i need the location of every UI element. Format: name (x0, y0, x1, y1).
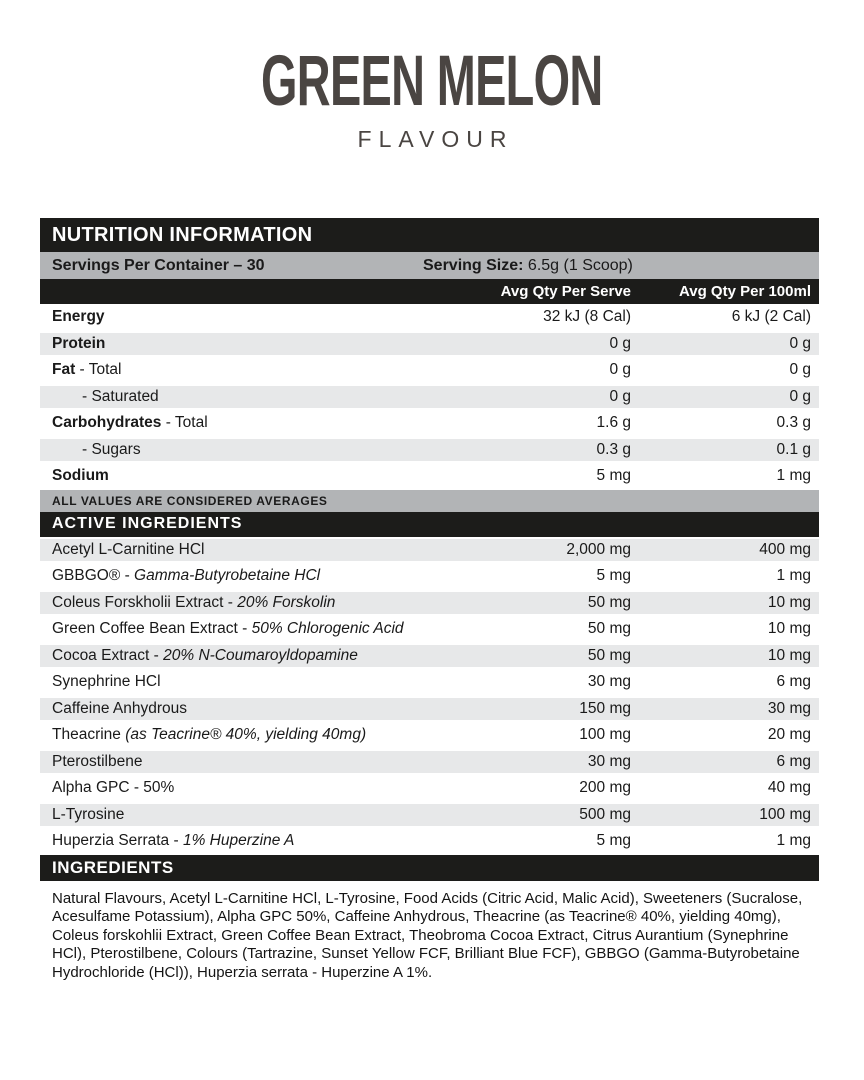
value-per-serve: 32 kJ (8 Cal) (543, 308, 631, 326)
value-per-100ml: 40 mg (767, 779, 811, 797)
table-row (40, 463, 819, 490)
row-label: GBBGO® - Gamma-Butyrobetaine HCl (52, 567, 321, 585)
value-per-100ml: 0.3 g (776, 414, 811, 432)
row-label: Theacrine (as Teacrine® 40%, yielding 40mg) (52, 726, 367, 744)
table-row (40, 304, 819, 331)
averages-footnote: ALL VALUES ARE CONSIDERED AVERAGES (40, 490, 819, 512)
value-per-100ml: 400 mg (759, 540, 811, 558)
table-row (40, 669, 819, 696)
value-per-serve: 0 g (609, 334, 631, 352)
table-row (40, 563, 819, 590)
row-label: - Saturated (82, 387, 159, 405)
row-label: Pterostilbene (52, 752, 143, 770)
value-per-100ml: 6 mg (776, 673, 811, 691)
value-per-100ml: 0.1 g (776, 440, 811, 458)
value-per-100ml: 6 kJ (2 Cal) (731, 308, 811, 326)
row-label: Caffeine Anhydrous (52, 699, 188, 717)
nutrition-information-header: NUTRITION INFORMATION (40, 218, 819, 252)
row-label: Alpha GPC - 50% (52, 779, 175, 797)
serving-size-label: Serving Size: (423, 256, 524, 274)
table-row (40, 802, 819, 829)
row-label: Acetyl L-Carnitine HCl (52, 540, 205, 558)
value-per-100ml: 6 mg (776, 752, 811, 770)
value-per-100ml: 0 g (789, 387, 811, 405)
row-label: Sodium (52, 467, 109, 485)
table-row (40, 616, 819, 643)
value-per-serve: 0.3 g (596, 440, 631, 458)
table-row (40, 331, 819, 358)
value-per-serve: 30 mg (587, 673, 631, 691)
row-label: Huperzia Serrata - 1% Huperzine A (52, 832, 295, 850)
table-row (40, 357, 819, 384)
value-per-100ml: 1 mg (776, 467, 811, 485)
value-per-serve: 200 mg (579, 779, 631, 797)
value-per-serve: 5 mg (596, 567, 631, 585)
table-row (40, 696, 819, 723)
column-header-per-serve: Avg Qty Per Serve (500, 283, 631, 300)
value-per-serve: 150 mg (579, 699, 631, 717)
row-label: Energy (52, 308, 105, 326)
value-per-serve: 5 mg (596, 832, 631, 850)
row-label: - Sugars (82, 440, 141, 458)
value-per-serve: 1.6 g (596, 414, 631, 432)
value-per-serve: 30 mg (587, 752, 631, 770)
value-per-serve: 500 mg (579, 805, 631, 823)
value-per-100ml: 0 g (789, 361, 811, 379)
value-per-serve: 50 mg (587, 620, 631, 638)
value-per-serve: 50 mg (587, 593, 631, 611)
servings-per-container-label: Servings Per Container – 30 (52, 256, 265, 274)
value-per-100ml: 100 mg (759, 805, 811, 823)
value-per-100ml: 10 mg (767, 620, 811, 638)
table-row (40, 722, 819, 749)
ingredients-text: Natural Flavours, Acetyl L-Carnitine HCl, L-Tyrosine, Food Acids (Citric Acid, Malic Acid), Sweeteners (Sucralose, Acesulfame Potassium), Alpha GPC 50%, Caffeine Anhydrous, Theacrine (as Teacrine® 40%, yielding 40mg), Coleus forskohlii Extract, Green Coffee Bean Extract, Theobroma Cocoa Extract, Citrus Aurantium (Synephrine HCl), Pterostilbene, Colours (Tartrazine, Sunset Yellow FCF, Brilliant Blue FCF), GBBGO (Gamma-Butyrobetaine Hydrochloride (HCl)), Huperzia serrata - Huperzine A 1%. (52, 889, 803, 981)
table-row (40, 590, 819, 617)
serving-size (423, 257, 633, 275)
ingredients-header: INGREDIENTS (40, 855, 819, 881)
value-per-serve: 100 mg (579, 726, 631, 744)
value-per-serve: 2,000 mg (566, 540, 631, 558)
value-per-serve: 50 mg (587, 646, 631, 664)
serving-size-value: 6.5g (1 Scoop) (523, 256, 633, 274)
row-label: Protein (52, 334, 106, 352)
row-label: Fat - Total (52, 361, 122, 379)
value-per-serve: 0 g (609, 361, 631, 379)
value-per-serve: 5 mg (596, 467, 631, 485)
value-per-100ml: 10 mg (767, 593, 811, 611)
nutrition-panel (40, 218, 819, 982)
table-row (40, 775, 819, 802)
column-header-per-100ml: Avg Qty Per 100ml (678, 283, 811, 300)
row-label: Cocoa Extract - 20% N-Coumaroyldopamine (52, 646, 358, 664)
value-per-100ml: 20 mg (767, 726, 811, 744)
table-row (40, 410, 819, 437)
flavour-subtitle: FLAVOUR (357, 126, 514, 152)
row-label: Synephrine HCl (52, 673, 161, 691)
value-per-100ml: 30 mg (767, 699, 811, 717)
active-ingredient-rows (40, 537, 819, 855)
product-title-block (0, 42, 864, 153)
table-row (40, 828, 819, 855)
value-per-serve: 0 g (609, 387, 631, 405)
active-ingredients-header: ACTIVE INGREDIENTS (40, 512, 819, 537)
row-label: Green Coffee Bean Extract - 50% Chlorogenic Acid (52, 620, 404, 638)
table-row (40, 437, 819, 464)
table-row (40, 537, 819, 564)
value-per-100ml: 0 g (789, 334, 811, 352)
table-row (40, 384, 819, 411)
table-row (40, 643, 819, 670)
serving-info-bar (40, 252, 819, 279)
value-per-100ml: 1 mg (776, 567, 811, 585)
value-per-100ml: 1 mg (776, 832, 811, 850)
value-per-100ml: 10 mg (767, 646, 811, 664)
row-label: Carbohydrates - Total (52, 414, 208, 432)
column-header-row (40, 279, 819, 304)
flavour-name: GREEN MELON (261, 42, 603, 121)
row-label: L-Tyrosine (52, 805, 125, 823)
table-row (40, 749, 819, 776)
nutrition-rows (40, 304, 819, 490)
row-label: Coleus Forskholii Extract - 20% Forskolin (52, 593, 336, 611)
